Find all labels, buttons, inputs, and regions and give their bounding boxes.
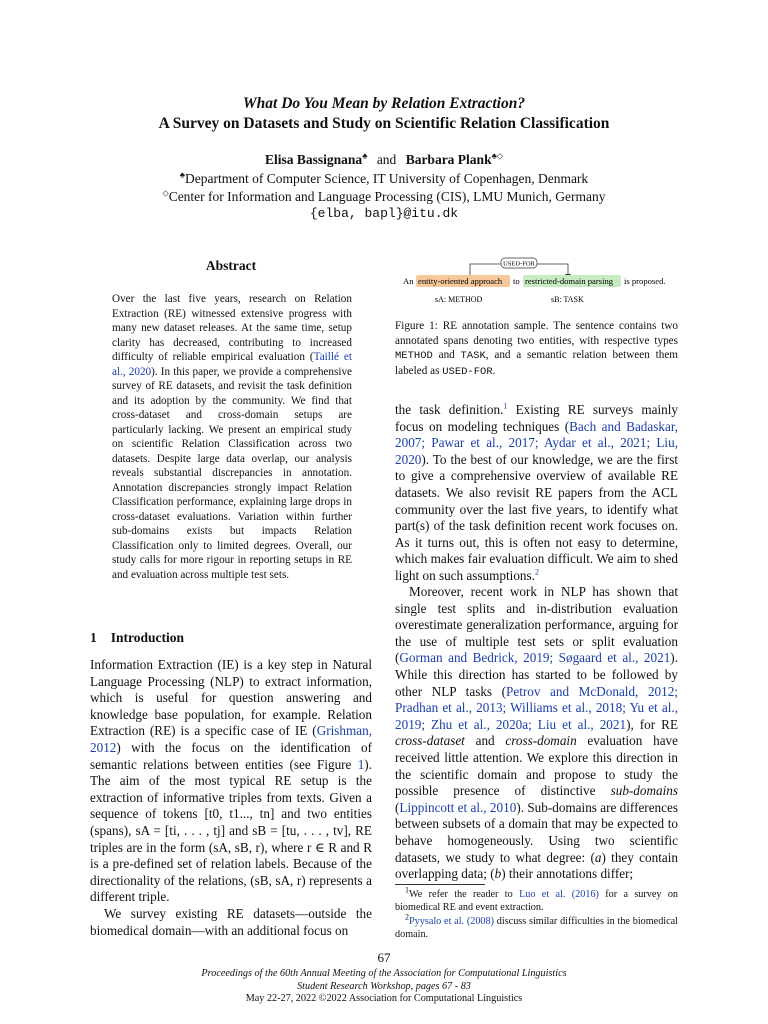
math-tokens: 0, t1..., tn] <box>212 806 275 822</box>
abstract-text: ). In this paper, we provide a comprehensive survey of RE datasets, and revisit the task definition and its adoption by the community. We find that cross-dataset and cross-domain setups are particularly lacking. We present an empirical study on scientific Relation Classification across two datasets. Despite large data overlap, our analysis reveals substantial discrepancies in annotation. Annotation discrepancies strongly impact Relation Classification performance, explaining large drops in cross-dataset evaluations. Variation within further sub-domains exists but impacts Relation Classification only to limited degrees. Overall, our study calls for more rigour in reporting setups in RE and evaluation across multiple test sets. <box>112 365 352 581</box>
intro-paragraph: We survey existing RE datasets—outside the biomedical domain—with an additional focus on <box>90 906 372 938</box>
page-number: 67 <box>377 950 391 965</box>
author-name: Elisa Bassignana <box>265 152 363 167</box>
body-text: ( <box>395 799 400 815</box>
author-list <box>0 152 768 168</box>
body-text: ) represents a different triple. <box>90 872 373 905</box>
caption-code: USED-FOR <box>442 365 493 378</box>
body-text: ), for RE <box>626 716 679 732</box>
abstract-body <box>112 292 352 582</box>
affiliation-text: Department of Computer Science, IT University of Copenhagen, Denmark <box>185 171 589 186</box>
citation-link[interactable]: Grishman, 2012 <box>90 723 372 755</box>
affiliation-text: Center for Information and Language Processing (CIS), LMU Munich, Germany <box>168 189 606 204</box>
figure-caption <box>395 319 678 379</box>
footnote-number: 2 <box>405 912 409 922</box>
footnote-number: 1 <box>405 885 409 895</box>
body-text: ) with the focus on the identification of semantic relations between entities (see Figure <box>90 739 372 772</box>
caption-text: Figure 1: RE annotation sample. The sentence contains two annotated spans denoting two entities, with respective types <box>395 320 678 347</box>
section-number: 1 <box>90 630 97 645</box>
emphasis-text: b <box>494 866 502 882</box>
body-text: Existing RE surveys mainly focus on modeling techniques ( <box>395 402 678 434</box>
caption-text: and <box>432 349 461 361</box>
abstract-text: Over the last five years, research on Relation Extraction (RE) witnessed extensive progress with many new dataset releases. At the same time, setup clarity has decreased, contributing to increased difficulty of reliable empirical evaluation ( <box>112 293 352 363</box>
span-b-text: restricted-domain parsing <box>525 276 614 286</box>
caption-text: , and a semantic relation between them labeled as <box>395 349 678 377</box>
span-a-text: entity-oriented approach <box>418 276 503 286</box>
body-text: ). While this direction has started to be followed by other NLP tasks ( <box>395 650 678 699</box>
footnote <box>395 885 679 914</box>
citation-link[interactable]: Lippincott et al., 2010 <box>399 799 517 815</box>
author-conjunction: and <box>376 152 397 167</box>
affiliation-mark: ♣ <box>179 170 186 180</box>
footer-line: Proceedings of the 60th Annual Meeting of the Association for Computational Linguistics <box>201 968 567 979</box>
span-b-type: sB: TASK <box>551 295 584 304</box>
affiliation <box>0 188 768 206</box>
citation-link[interactable]: Luo et al. (2016) <box>519 889 599 900</box>
sentence-suffix: is proposed. <box>624 276 666 286</box>
math-spans: A = [ti, . . . , tj] and sB = [tu, . . . , tv] <box>140 822 348 838</box>
emphasis-text: cross-domain <box>505 733 577 749</box>
footnote-text: discuss similar difficulties in the biomedical domain. <box>395 916 678 940</box>
footnote-ref-link[interactable]: 1 <box>503 401 508 411</box>
caption-code: TASK <box>460 350 486 362</box>
sentence-prefix: An <box>403 276 414 286</box>
figure-ref-link[interactable]: 1 <box>357 756 365 772</box>
math-triple: A, sB, r) <box>218 839 265 855</box>
body-text: Information Extraction (IE) is a key step in Natural Language Processing (NLP) to extract information, which is useful for question answering and knowledge base population, for example. Relation Extraction (RE) is a specific case of IE ( <box>90 657 372 739</box>
citation-link[interactable]: Pyysalo et al. (2008) <box>409 916 495 927</box>
footnote-text: for a survey on biomedical RE and event extraction. <box>395 889 679 913</box>
emphasis-text: sub-domains <box>610 783 678 799</box>
relation-label: USED-FOR <box>503 260 535 268</box>
citation-link[interactable]: Petrov and McDonald, 2012; Pradhan et al., 2013; Williams et al., 2018; Yu et al., 2019; Zhu et al., 2020a; Liu et al., 2021 <box>395 683 678 732</box>
affiliation-mark: ♣◇ <box>491 151 503 161</box>
footnote-text: We refer the reader to <box>409 889 520 900</box>
math-reverse: B, sA, r <box>259 872 302 888</box>
body-text: ) their annotations differ; <box>501 866 634 882</box>
body-text: ). The aim of the most typical RE setup is the extraction of informative triples from texts. Given a sequence of tokens [t <box>90 756 372 822</box>
connector-word: to <box>513 276 520 286</box>
section-title: Introduction <box>110 630 185 645</box>
body-text: , RE triples are in the form (s <box>90 822 372 855</box>
paper-title-line1: What Do You Mean by Relation Extraction? <box>242 95 526 112</box>
author-email: {elba, bapl}@itu.dk <box>309 206 459 221</box>
caption-text: . <box>492 364 496 377</box>
footnotes <box>395 885 679 942</box>
body-text: ) they contain overlapping data; ( <box>395 849 678 882</box>
emphasis-text: a <box>594 849 602 865</box>
intro-paragraph <box>90 657 372 906</box>
body-text: evaluation have received little attention. We explore this direction in the scientific domain and propose to study the possible presence of distinctive <box>395 733 678 799</box>
abstract-heading: Abstract <box>205 258 257 273</box>
proceedings-footer <box>0 968 768 1006</box>
affiliation-mark: ◇ <box>162 188 169 198</box>
body-text: Moreover, recent work in NLP has shown that single test splits and in-distribution evaluation overestimate generalization performance, arguing for the use of multiple test sets or split evaluation ( <box>395 584 678 666</box>
citation-link[interactable]: Taillé et al., 2020 <box>112 351 352 378</box>
author-name: Barbara Plank <box>405 152 492 167</box>
footer-line: May 22-27, 2022 ©2022 Association for Computational Linguistics <box>245 993 523 1004</box>
section-heading <box>90 630 198 646</box>
body-text: and <box>464 733 506 749</box>
affiliation <box>0 170 768 188</box>
affiliation-mark: ♣ <box>362 151 368 161</box>
body-text: ). Sub-domains are differences between subsets of a domain that may be expected to behave homogeneously. Using two scientific datasets, we study to what degree: ( <box>395 799 678 865</box>
citation-link[interactable]: Bach and Badaskar, 2007; Pawar et al., 2017; Aydar et al., 2021; Liu, 2020 <box>395 418 678 467</box>
footnote <box>395 912 678 941</box>
span-a-type: sA: METHOD <box>435 295 483 304</box>
body-text: the task definition. <box>395 402 504 417</box>
footer-line: Student Research Workshop, pages 67 - 83 <box>297 980 471 992</box>
paper-title-line2: A Survey on Datasets and Study on Scientific Relation Classification <box>158 115 610 132</box>
body-paragraph <box>395 584 678 883</box>
citation-link[interactable]: Gorman and Bedrick, 2019; Søgaard et al., 2021 <box>399 650 671 666</box>
body-paragraph <box>395 402 678 585</box>
caption-code: METHOD <box>395 350 433 362</box>
footnote-ref-link[interactable]: 2 <box>534 567 539 577</box>
body-text: , where r ∈ R and R is a pre-defined set of relation labels. Because of the directionality of the relations, (s <box>90 839 372 888</box>
body-text: ). To the best of our knowledge, we are the first to give a comprehensive overview of available RE datasets. We also revisit RE papers from the ACL community over the last five years, to identify what part(s) of the task definition recent work focuses on. As it turns out, this is often not easy to determine, which makes fair evaluation difficult. We aim to shed light on such assumptions. <box>395 451 678 583</box>
body-text: and two entities (spans), s <box>90 806 372 838</box>
figure-1-diagram <box>395 256 678 308</box>
emphasis-text: cross-dataset <box>395 733 465 749</box>
